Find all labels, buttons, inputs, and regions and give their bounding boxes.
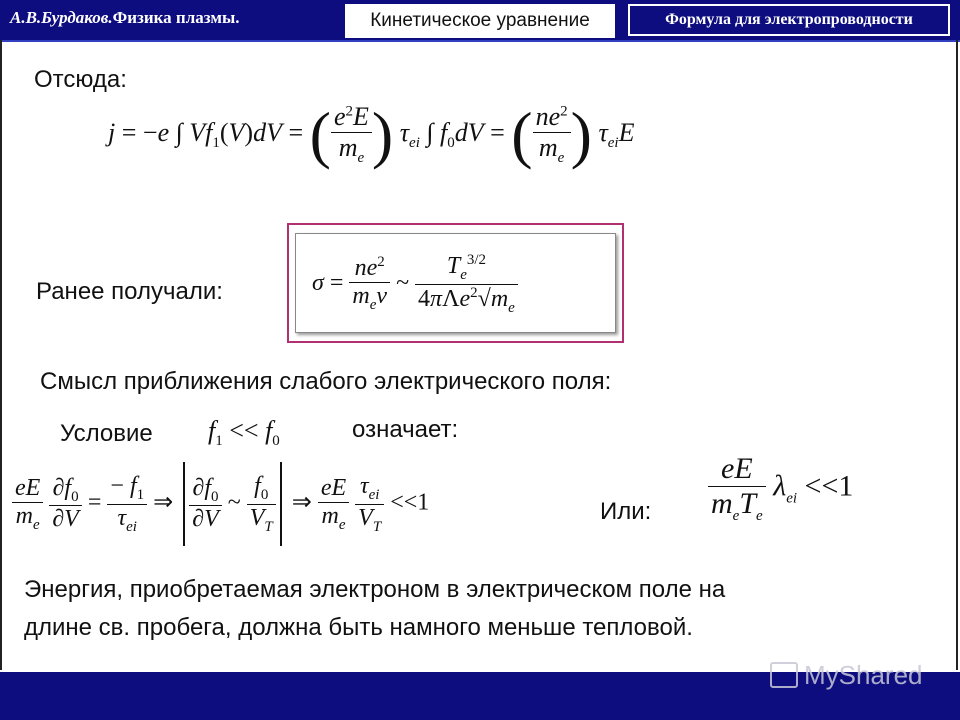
slide-title: Кинетическое уравнение xyxy=(370,10,590,31)
conductivity-formula-frame xyxy=(295,233,616,333)
condition-label: Условие xyxy=(60,420,153,447)
conductivity-formula: σ = $\frac{ne^2}{m_e\nu}$ ~ $\frac{T_e^{3/2}}{4\pi\Lambda e^2√m_e}$ xyxy=(312,252,518,317)
condition-formula: $f_1 << f_0$ xyxy=(208,416,280,450)
current-density-equation: j = −e ∫ $Vf_1(V)dV$ = ( $\frac{e^2E}{m_e}$ ) $\tau_{ei}$ ∫ $f_0dV$ = ( $\frac{ne^2}{m_e}$ ) $\tau_{ei}E$ xyxy=(108,99,635,170)
section-box xyxy=(628,4,950,36)
hence-label: Отсюда: xyxy=(34,66,127,93)
mean-free-path-condition: $\frac{eE}{m_eT_e}$ $\lambda_{ei} <<1$ xyxy=(708,452,853,525)
watermark xyxy=(770,660,923,691)
meaning-label: Смысл приближения слабого электрического поля: xyxy=(40,368,612,395)
watermark-text: MyShared xyxy=(804,660,923,690)
section-title: Формула для электропроводности xyxy=(665,11,913,28)
author-name: А.В.Бурдаков. xyxy=(10,8,113,27)
presentation-icon xyxy=(770,662,798,688)
conclusion-line-1: Энергия, приобретаемая электроном в электрическом поле на xyxy=(24,576,726,603)
weak-field-derivation: $\frac{eE}{m_e}$ $\frac{\partial f_0}{\partial V}$ = $\frac{- f_1}{\tau_{ei}}$ ⇒ $\frac{\partial f_0}{\partial V}$ ~ $\frac{f_0}{V_T}$ ⇒ $\frac{eE}{m_e}$ $\frac{\tau_{ei}}{V_T}$ <<1 xyxy=(12,462,429,546)
title-box xyxy=(345,4,615,38)
means-label: означает: xyxy=(352,416,459,443)
course-name: Физика плазмы. xyxy=(112,8,240,27)
previously-label: Ранее получали: xyxy=(36,278,223,305)
author-label xyxy=(10,8,239,28)
or-label: Или: xyxy=(600,498,652,525)
conductivity-formula-box xyxy=(287,223,624,343)
conclusion-line-2: длине св. пробега, должна быть намного меньше тепловой. xyxy=(24,614,693,641)
header-bar xyxy=(0,0,960,42)
